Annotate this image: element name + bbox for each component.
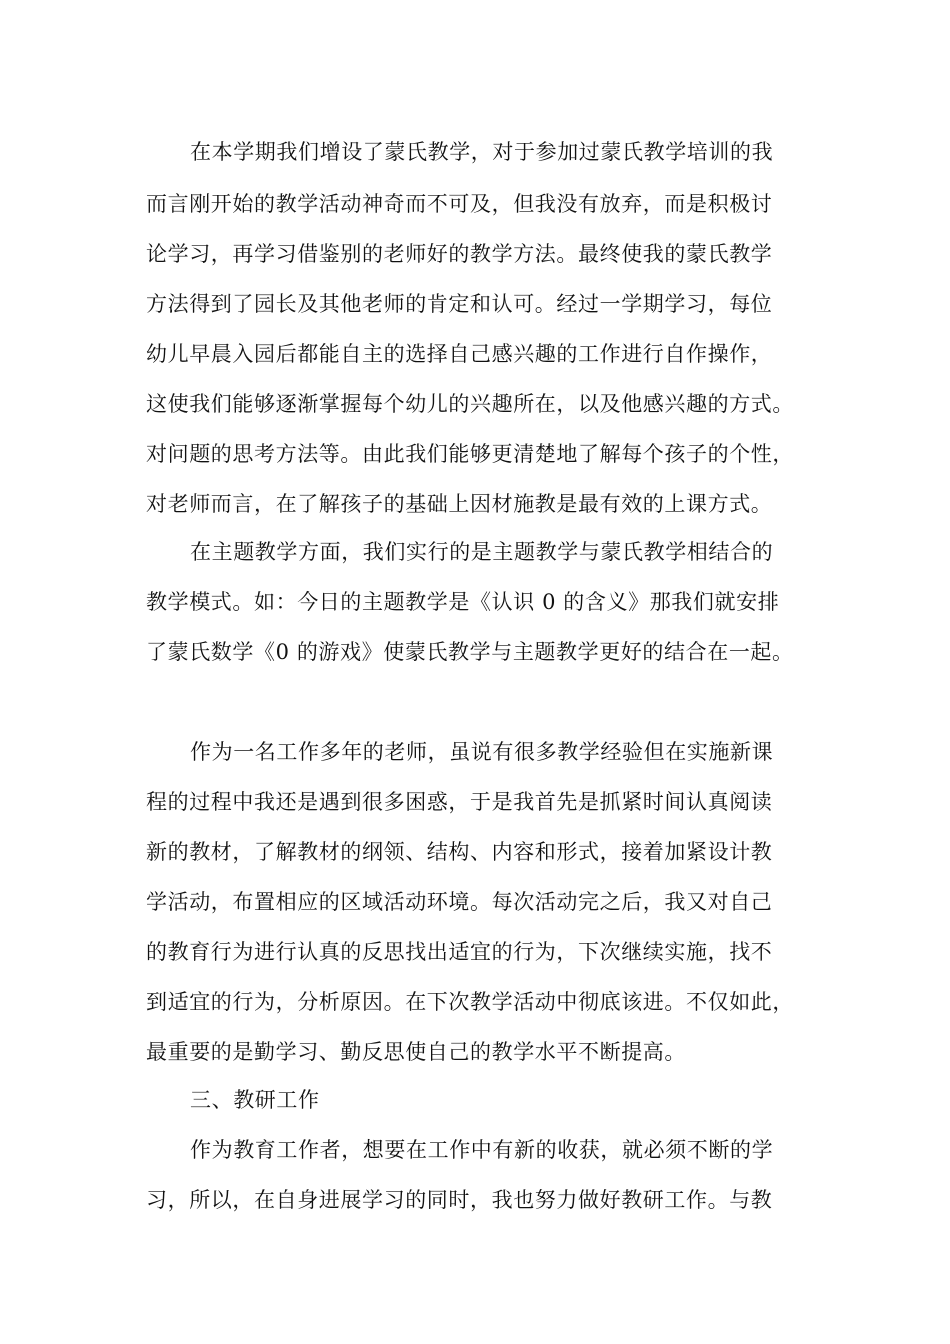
text-line: 对问题的思考方法等。由此我们能够更清楚地了解每个孩子的个性， [146, 442, 794, 466]
text-line: 到适宜的行为，分析原因。在下次教学活动中彻底该进。不仅如此， [146, 990, 794, 1014]
text-line: 这使我们能够逐渐掌握每个幼儿的兴趣所在，以及他感兴趣的方式。 [146, 392, 794, 416]
text-line: 的教育行为进行认真的反思找出适宜的行为，下次继续实施，找不 [146, 940, 773, 964]
text-line: 学活动，布置相应的区域活动环境。每次活动完之后，我又对自己 [146, 890, 773, 914]
text-line: 幼儿早晨入园后都能自主的选择自己感兴趣的工作进行自作操作， [146, 342, 773, 366]
text-line: 在主题教学方面，我们实行的是主题教学与蒙氏教学相结合的 [190, 540, 774, 564]
text-line: 作为教育工作者，想要在工作中有新的收获，就必须不断的学 [190, 1138, 774, 1162]
text-line: 作为一名工作多年的老师，虽说有很多教学经验但在实施新课 [190, 740, 774, 764]
text-line: 教学模式。如：今日的主题教学是《认识 0 的含义》那我们就安排 [146, 590, 780, 614]
text-line: 对老师而言，在了解孩子的基础上因材施教是最有效的上课方式。 [146, 492, 773, 516]
text-line: 方法得到了园长及其他老师的肯定和认可。经过一学期学习，每位 [146, 292, 773, 316]
text-line: 习，所以，在自身进展学习的同时，我也努力做好教研工作。与教 [146, 1188, 773, 1212]
text-line: 论学习，再学习借鉴别的老师好的教学方法。最终使我的蒙氏教学 [146, 242, 773, 266]
text-line: 而言刚开始的教学活动神奇而不可及，但我没有放弃，而是积极讨 [146, 192, 773, 216]
text-line: 新的教材，了解教材的纲领、结构、内容和形式，接着加紧设计教 [146, 840, 773, 864]
section-heading: 三、教研工作 [190, 1088, 320, 1112]
text-line: 程的过程中我还是遇到很多困惑，于是我首先是抓紧时间认真阅读 [146, 790, 773, 814]
text-line: 了蒙氏数学《0 的游戏》使蒙氏教学与主题教学更好的结合在一起。 [146, 640, 794, 664]
text-line: 在本学期我们增设了蒙氏教学，对于参加过蒙氏教学培训的我 [190, 140, 774, 164]
text-line: 最重要的是勤学习、勤反思使自己的教学水平不断提高。 [146, 1040, 686, 1064]
